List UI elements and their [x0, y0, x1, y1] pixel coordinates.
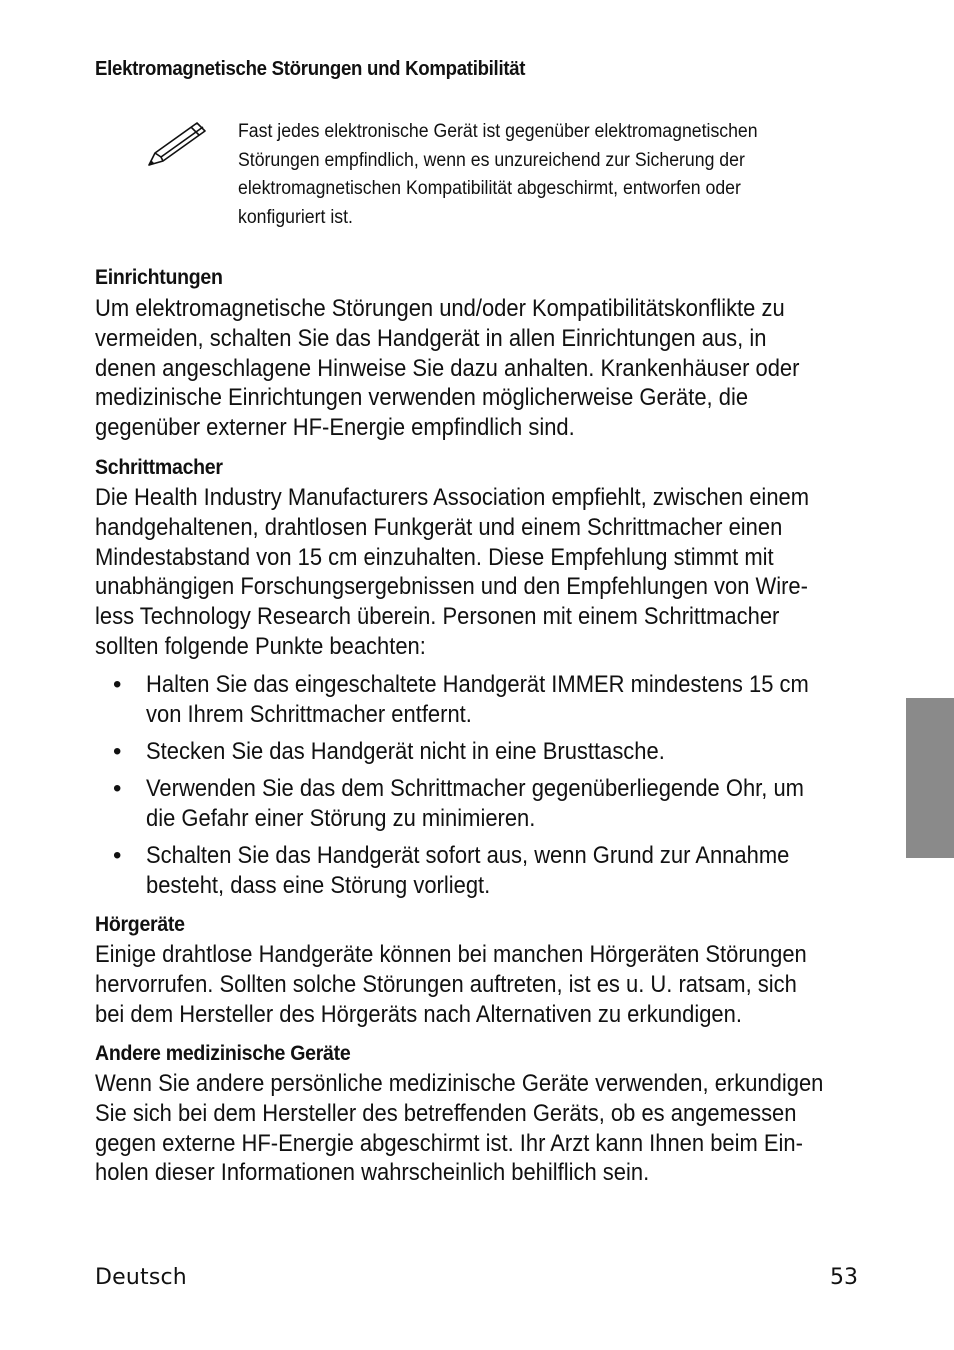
list-item-line: besteht, dass eine Störung vorliegt. — [146, 871, 491, 899]
paragraph-line: gegenüber externer HF-Energie empfindlich sind. — [95, 414, 575, 442]
paragraph-line: denen angeschlagene Hinweise Sie dazu anhalten. Krankenhäuser oder — [95, 354, 800, 382]
heading-hoergeraete: Hörgeräte — [95, 913, 185, 936]
paragraph-line: medizinische Einrichtungen verwenden möglicherweise Geräte, die — [95, 384, 749, 412]
list-item-line: Verwenden Sie das dem Schrittmacher gegenüberliegende Ohr, um — [146, 775, 804, 802]
paragraph-line: Die Health Industry Manufacturers Association empfiehlt, zwischen einem — [95, 484, 810, 511]
paragraph-line: less Technology Research überein. Personen mit einem Schrittmacher — [95, 603, 780, 631]
paragraph-line: Mindestabstand von 15 cm einzuhalten. Diese Empfehlung stimmt mit — [95, 543, 774, 571]
note-line: elektromagnetischen Kompatibilität abgeschirmt, entworfen oder — [238, 178, 741, 199]
paragraph-line: Sie sich bei dem Hersteller des betreffenden Geräts, ob es angemessen — [95, 1099, 797, 1127]
paragraph-line: sollten folgende Punkte beachten: — [95, 632, 426, 660]
pencil-icon — [143, 117, 209, 169]
paragraph-line: holen dieser Informationen wahrscheinlich behilflich sein. — [95, 1159, 650, 1187]
paragraph-line: Wenn Sie andere persönliche medizinische Geräte verwenden, erkundigen — [95, 1070, 824, 1097]
note-line: konfiguriert ist. — [238, 206, 353, 228]
paragraph-line: Um elektromagnetische Störungen und/oder Kompatibilitätskonflikte zu — [95, 295, 785, 322]
list-item-line: Halten Sie das eingeschaltete Handgerät IMMER mindestens 15 cm — [146, 671, 809, 698]
heading-andere-geraete: Andere medizinische Geräte — [95, 1042, 351, 1065]
paragraph-einrichtungen — [95, 294, 799, 443]
paragraph-line: gegen externe HF-Energie abgeschirmt ist. Ihr Arzt kann Ihnen beim Ein- — [95, 1129, 803, 1157]
paragraph-andere-geraete — [95, 1069, 823, 1188]
note-text — [238, 118, 833, 232]
paragraph-line: bei dem Hersteller des Hörgeräts nach Alternativen zu erkundigen. — [95, 1000, 742, 1028]
list-item-line: Stecken Sie das Handgerät nicht in eine Brusttasche. — [146, 738, 665, 765]
paragraph-schrittmacher — [95, 483, 809, 662]
paragraph-line: vermeiden, schalten Sie das Handgerät in allen Einrichtungen aus, in — [95, 324, 767, 352]
note-line: Störungen empfindlich, wenn es unzureichend zur Sicherung der — [238, 149, 745, 171]
heading-einrichtungen: Einrichtungen — [95, 266, 223, 289]
page-title: Elektromagnetische Störungen und Kompatibilität — [95, 58, 526, 80]
list-item-line: die Gefahr einer Störung zu minimieren. — [146, 804, 536, 832]
paragraph-line: handgehaltenen, drahtlosen Funkgerät und einem Schrittmacher einen — [95, 513, 783, 541]
paragraph-line: unabhängigen Forschungsergebnissen und den Empfehlungen von Wire- — [95, 573, 808, 601]
bullet-icon: • — [113, 775, 122, 802]
list-item-line: von Ihrem Schrittmacher entfernt. — [146, 700, 472, 728]
note-line: Fast jedes elektronische Gerät ist gegenüber elektromagnetischen — [238, 121, 758, 142]
list-item-line: Schalten Sie das Handgerät sofort aus, wenn Grund zur Annahme — [146, 842, 790, 869]
paragraph-line: hervorrufen. Sollten solche Störungen auftreten, ist es u. U. ratsam, sich — [95, 970, 797, 998]
page-number: 53 — [830, 1265, 858, 1290]
chapter-tab — [906, 698, 954, 858]
paragraph-line: Einige drahtlose Handgeräte können bei manchen Hörgeräten Störungen — [95, 941, 807, 968]
bullet-icon: • — [113, 738, 122, 765]
bullet-icon: • — [113, 671, 122, 698]
footer-language: Deutsch — [95, 1265, 187, 1290]
heading-schrittmacher: Schrittmacher — [95, 456, 223, 479]
bullet-icon: • — [113, 842, 122, 869]
paragraph-hoergeraete — [95, 940, 807, 1029]
